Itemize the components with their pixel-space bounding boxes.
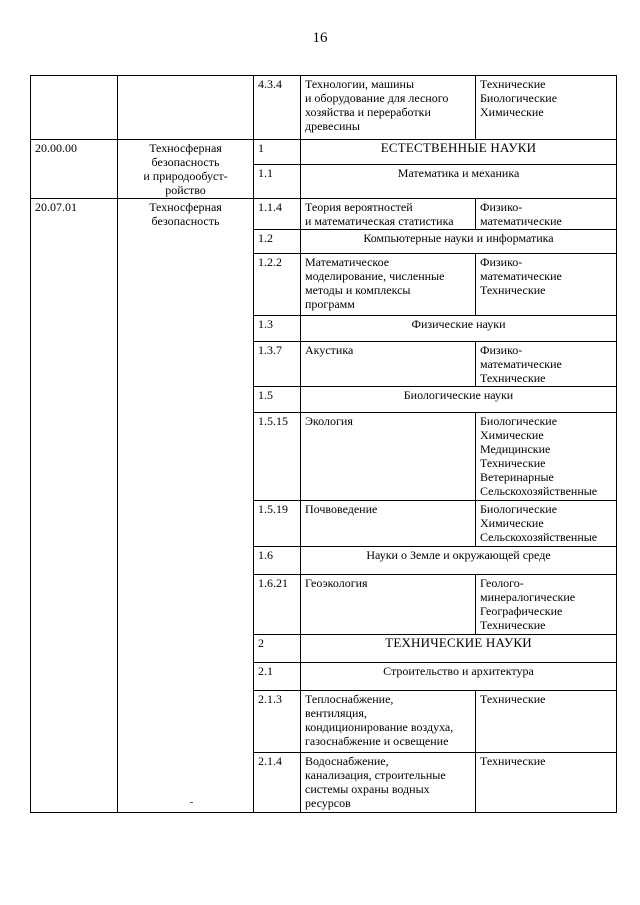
text-line: Биологические (480, 414, 558, 428)
specialty-table (30, 75, 617, 813)
text-line: канализация, строительные (305, 768, 446, 782)
text-line: математические (480, 269, 562, 283)
scientific-code-cell: 2 (254, 635, 301, 663)
scientific-code-cell: 1.6 (254, 547, 301, 575)
text-line: программ (305, 297, 355, 311)
text-line: Физико- (480, 255, 523, 269)
table-row (31, 199, 617, 230)
science-group-title: Строительство и архитектура (301, 663, 617, 691)
scientific-specialty-cell (301, 753, 476, 813)
science-branches-cell (476, 413, 617, 501)
text-line: древесины (305, 119, 360, 133)
text-line: моделирование, численные (305, 269, 445, 283)
scientific-specialty-cell (301, 199, 476, 230)
specialty-code-cell (31, 199, 118, 813)
scientific-code-cell: 1.1 (254, 165, 301, 199)
table-row (31, 76, 617, 140)
scientific-specialty-cell (301, 342, 476, 387)
text-line: Физико- (480, 343, 523, 357)
text-line: Геоэкология (305, 576, 368, 590)
text-line: Биологические (480, 502, 558, 516)
scientific-specialty-cell (301, 413, 476, 501)
scientific-code-cell: 1.5 (254, 387, 301, 413)
scientific-code-cell: 2.1.3 (254, 691, 301, 753)
science-branches-cell (476, 753, 617, 813)
text-line: Химические (480, 105, 544, 119)
specialty-code-cell (31, 76, 118, 140)
specialty-group-name-cell (118, 199, 254, 813)
text-line: математические (480, 214, 562, 228)
text-line: Физико- (480, 200, 523, 214)
text-line: Акустика (305, 343, 354, 357)
text-line: и оборудование для лесного (305, 91, 449, 105)
scientific-specialty-cell (301, 691, 476, 753)
scientific-code-cell: 1.2.2 (254, 254, 301, 316)
science-group-title: Науки о Земле и окружающей среде (301, 547, 617, 575)
text-line: Техносферная (149, 141, 222, 155)
text-line: методы и комплексы (305, 283, 411, 297)
science-group-title: Биологические науки (301, 387, 617, 413)
text-line: Математическое (305, 255, 390, 269)
science-branches-cell (476, 76, 617, 140)
specialty-code-cell (31, 140, 118, 199)
science-area-title: ТЕХНИЧЕСКИЕ НАУКИ (301, 635, 617, 663)
scan-mark (190, 802, 193, 803)
text-line: Технические (480, 371, 546, 385)
text-line: кондиционирование воздуха, (305, 720, 454, 734)
text-line: и математическая статистика (305, 214, 454, 228)
scientific-specialty-cell (301, 254, 476, 316)
specialty-group-name-cell (118, 76, 254, 140)
scientific-code-cell: 1.5.19 (254, 501, 301, 547)
text-line: ройство (165, 183, 206, 197)
text-line: Теория вероятностей (305, 200, 413, 214)
text-line: безопасность (151, 155, 220, 169)
science-branches-cell (476, 501, 617, 547)
text-line: Химические (480, 428, 544, 442)
science-group-title: Компьютерные науки и информатика (301, 230, 617, 254)
specialty-code: 20.00.00 (35, 141, 77, 155)
text-line: Медицинские (480, 442, 551, 456)
scientific-code-cell: 1.6.21 (254, 575, 301, 635)
text-line: Ветеринарные (480, 470, 554, 484)
text-line: Водоснабжение, (305, 754, 389, 768)
text-line: Теплоснабжение, (305, 692, 394, 706)
science-branches-cell (476, 199, 617, 230)
text-line: Сельскохозяйственные (480, 484, 598, 498)
table-row (31, 140, 617, 165)
scientific-specialty-cell (301, 501, 476, 547)
text-line: Технические (480, 283, 546, 297)
text-line: и природообуст- (143, 169, 228, 183)
text-line: Почвоведение (305, 502, 378, 516)
text-line: безопасность (151, 214, 220, 228)
text-line: Технические (480, 754, 546, 768)
text-line: Химические (480, 516, 544, 530)
text-line: Технические (480, 77, 546, 91)
text-line: газоснабжение и освещение (305, 734, 449, 748)
scientific-code-cell: 1.3.7 (254, 342, 301, 387)
text-line: Технические (480, 456, 546, 470)
text-line: системы охраны водных (305, 782, 430, 796)
scientific-code-cell: 2.1.4 (254, 753, 301, 813)
science-branches-cell (476, 342, 617, 387)
science-branches-cell (476, 575, 617, 635)
science-group-title: Физические науки (301, 316, 617, 342)
text-line: вентиляция, (305, 706, 367, 720)
scientific-code-cell: 1.1.4 (254, 199, 301, 230)
text-line: Геолого- (480, 576, 524, 590)
scientific-code-cell: 2.1 (254, 663, 301, 691)
scientific-code-cell: 1 (254, 140, 301, 165)
text-line: хозяйства и переработки (305, 105, 431, 119)
text-line: Биологические (480, 91, 558, 105)
text-line: Географические (480, 604, 563, 618)
science-area-title: ЕСТЕСТВЕННЫЕ НАУКИ (301, 140, 617, 165)
specialty-group-name-cell (118, 140, 254, 199)
text-line: Технические (480, 618, 546, 632)
text-line: Технологии, машины (305, 77, 415, 91)
specialty-code: 20.07.01 (35, 200, 77, 214)
text-line: Технические (480, 692, 546, 706)
text-line: ресурсов (305, 796, 351, 810)
science-branches-cell (476, 691, 617, 753)
text-line: Экология (305, 414, 353, 428)
text-line: Сельскохозяйственные (480, 530, 598, 544)
science-group-title: Математика и механика (301, 165, 617, 199)
scientific-code-cell: 4.3.4 (254, 76, 301, 140)
scientific-code-cell: 1.2 (254, 230, 301, 254)
text-line: Техносферная (149, 200, 222, 214)
scientific-specialty-cell (301, 76, 476, 140)
scientific-code-cell: 1.5.15 (254, 413, 301, 501)
text-line: минералогические (480, 590, 576, 604)
scientific-specialty-cell (301, 575, 476, 635)
page-number: 16 (312, 30, 328, 46)
text-line: математические (480, 357, 562, 371)
scientific-code-cell: 1.3 (254, 316, 301, 342)
science-branches-cell (476, 254, 617, 316)
